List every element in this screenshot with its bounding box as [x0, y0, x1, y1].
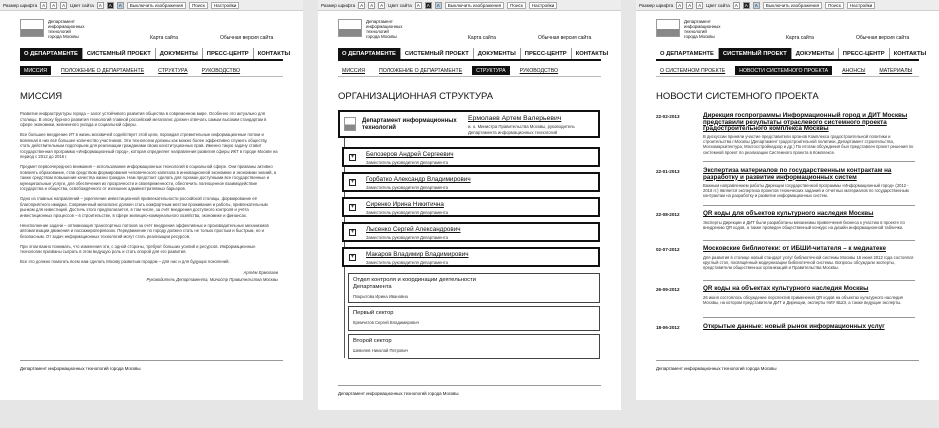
color-black[interactable]: A	[108, 2, 112, 8]
sub-leadership[interactable]: РУКОВОДСТВО	[519, 68, 559, 74]
nav-press-center[interactable]: ПРЕСС-ЦЕНТР	[839, 48, 890, 59]
nav-documents[interactable]: ДОКУМЕНТЫ	[474, 48, 521, 59]
search-button[interactable]: Поиск	[189, 2, 208, 9]
main-nav	[20, 48, 291, 61]
news-divider	[703, 280, 915, 281]
unit-name: Первый сектор	[353, 310, 394, 316]
unit-head: Покрытова Ирина Ивановна	[353, 294, 408, 299]
sub-regulation[interactable]: ПОЛОЖЕНИЕ О ДЕПАРТАМЕНТЕ	[379, 68, 463, 74]
deputy-box[interactable]	[342, 222, 600, 242]
dept-name	[366, 19, 426, 39]
news-divider	[703, 205, 915, 206]
font-size-small[interactable]: A	[678, 2, 682, 8]
search-button[interactable]: Поиск	[507, 2, 526, 9]
paragraph: Неисполнение задачи – оптимизация транспортных потоков за счёт внедрения эффективных и производительных механизмов автоматизации движения и пассажироперевозок. Передвижение по городу должно стать не только простым и быстрым, но и безопасным. От задач информационных технологий могут стать реализации ресурсов.	[20, 222, 269, 239]
footer: Департамент информационных технологий города Москвы	[656, 360, 919, 371]
unit-box	[348, 306, 600, 331]
deputy-post: Заместитель руководителя Департамента	[366, 185, 448, 190]
dept-line: города Москвы	[366, 34, 397, 39]
page-structure	[318, 0, 621, 410]
deputy-name[interactable]: Сиренко Ирина Никитична	[366, 201, 444, 208]
news-title[interactable]: Московские библиотеки: от ИБШИ-читателя – к медиатеке	[703, 245, 886, 252]
settings-button[interactable]: Настройки	[211, 2, 240, 9]
mission-text	[20, 111, 278, 283]
paragraph: Развитие инфраструктуры города – залог устойчивого развития общества в современном мире. Особенно это актуально для столицы. В эпоху бурного развития технологий главной российский мегаполис должен отвечать самым высоким стандартам в сфере экономики, жизненного уклада и социальной сферы.	[20, 111, 267, 127]
nav-about[interactable]: О ДЕПАРТАМЕНТЕ	[20, 48, 83, 59]
font-size-large[interactable]: A	[380, 2, 384, 8]
org-head-post-line: Департамента информационных технологий	[468, 129, 558, 135]
news-date: 22-01-2013	[656, 169, 680, 174]
color-white[interactable]: A	[98, 2, 102, 8]
sub-nav	[20, 66, 283, 77]
nav-contacts[interactable]: КОНТАКТЫ	[257, 51, 291, 57]
color-blue[interactable]: A	[436, 2, 440, 8]
font-size-small[interactable]: A	[360, 2, 364, 8]
font-size-small[interactable]: A	[42, 2, 46, 8]
unit-box	[348, 334, 600, 359]
deputy-post: Заместитель руководителя Департамента	[366, 235, 448, 240]
nav-contacts[interactable]: КОНТАКТЫ	[893, 51, 927, 57]
font-size-medium[interactable]: A	[52, 2, 56, 8]
dept-line: Департамент	[366, 19, 393, 24]
nav-press-center[interactable]: ПРЕСС-ЦЕНТР	[521, 48, 572, 59]
signature-role: Руководитель Департамента, Министр Правительства Москвы	[146, 277, 278, 282]
color-white[interactable]: A	[734, 2, 738, 8]
org-head-post	[468, 124, 575, 135]
deputy-name[interactable]: Белозеров Андрей Сергеевич	[366, 151, 454, 158]
unit-head: Кремчатов Сергей Владимирович	[353, 320, 419, 325]
main-nav	[338, 48, 609, 61]
page-news	[636, 0, 939, 400]
normal-version-link[interactable]: Обычная версия сайта	[220, 35, 274, 41]
logo-icon[interactable]	[20, 19, 44, 37]
unit-name: Отдел контроля и координации деятельности Департамента	[353, 277, 476, 290]
normal-version-link[interactable]: Обычная версия сайта	[538, 35, 592, 41]
paragraph: Все большее внедрение ИТ в жизнь москвичей содействует этой цели, порождая стремительные информационные потоки и вовлекая в них всё большее количество участников. Эти технологии должны как можно более эффективно служить обществу, стать действительным подспорьем для реализации гражданами своих конституционных прав. Именно такую задачу ставит государственная программа «Информационный город», которая определяет направления развития сферы ИКТ в городе Москве на период с 2012 до 2016 г.	[20, 132, 278, 159]
unit-name: Второй сектор	[353, 338, 392, 344]
page-title: НОВОСТИ СИСТЕМНОГО ПРОЕКТА	[656, 91, 819, 102]
font-size-large[interactable]: A	[62, 2, 66, 8]
page-title: ОРГАНИЗАЦИОННАЯ СТРУКТУРА	[338, 91, 494, 102]
normal-version-link[interactable]: Обычная версия сайта	[856, 35, 910, 41]
font-size-medium[interactable]: A	[688, 2, 692, 8]
news-text: Для развития в столице новый стандарт услуг библиотечной системы Москвы 16 июня 2012 года состоялся круглый стол, посвящённый модернизации библиотечной системы. Вопросы обсуждали эксперты, представители общественных организаций и Правительства Москвы.	[703, 255, 914, 271]
settings-button[interactable]: Настройки	[529, 2, 558, 9]
unit-box	[348, 273, 600, 303]
dept-line: информационных	[684, 24, 721, 29]
logo-icon[interactable]	[656, 19, 680, 37]
dept-line: города Москвы	[48, 34, 79, 39]
sub-mission[interactable]: МИССИЯ	[20, 66, 51, 75]
color-label: Цвет сайта	[706, 2, 730, 8]
images-off-button[interactable]: Выключить изображения	[763, 2, 822, 9]
images-off-button[interactable]: Выключить изображения	[127, 2, 186, 9]
unit-head: Шевелев Николай Петрович	[353, 348, 408, 353]
deputy-name[interactable]: Горбатко Александр Владимирович	[366, 176, 471, 183]
sub-structure[interactable]: СТРУКТУРА	[158, 68, 188, 74]
sub-mission[interactable]: МИССИЯ	[342, 68, 366, 74]
dept-emblem-icon	[344, 117, 356, 131]
news-text: Эксперты Дирекции и ДИТ были разработаны механизмы привлечения бизнеса к участию в проекте по внедрению QR кодов, а также проведен общественный конкурс на дизайн информационной таблички.	[703, 220, 905, 231]
color-blue[interactable]: A	[754, 2, 758, 8]
accessibility-bar	[636, 0, 939, 11]
sub-about-project[interactable]: О СИСТЕМНОМ ПРОЕКТЕ	[660, 68, 726, 74]
search-button[interactable]: Поиск	[825, 2, 844, 9]
sitemap-link[interactable]: Карта сайта	[468, 35, 496, 41]
sub-project-news[interactable]: НОВОСТИ СИСТЕМНОГО ПРОЕКТА	[735, 66, 832, 75]
font-size-large[interactable]: A	[698, 2, 702, 8]
expand-icon[interactable]: +	[350, 179, 355, 185]
sitemap-link[interactable]: Карта сайта	[150, 35, 178, 41]
sub-leadership[interactable]: РУКОВОДСТВО	[201, 68, 241, 74]
footer: Департамент информационных технологий города Москвы	[20, 360, 283, 371]
accessibility-bar	[318, 0, 621, 11]
news-title[interactable]: Дирекция госпрограммы Информационный город и ДИТ Москвы представили результаты отраслевого системного проекта градостроительного комплекса Москвы	[703, 112, 908, 133]
deputy-box[interactable]	[342, 147, 600, 167]
news-title[interactable]: Открытые данные: новый рынок информационных услуг	[703, 323, 885, 330]
sitemap-link[interactable]: Карта сайта	[786, 35, 814, 41]
color-white[interactable]: A	[416, 2, 420, 8]
dept-line: Департамент	[48, 19, 75, 24]
paragraph: При этом важно понимать, что изменения эти, с одной стороны, требуют больших усилий и ресурсов. Информационные технологии призваны сыграть в этом ведущую роль и стать опорой для его развития.	[20, 243, 256, 254]
sub-regulation[interactable]: ПОЛОЖЕНИЕ О ДЕПАРТАМЕНТЕ	[61, 68, 145, 74]
signature-name: Артём Ермолаев	[243, 269, 278, 275]
news-title[interactable]: Экспертиза материалов по государственным контрактам на разработку и развитие информационных систем	[703, 167, 892, 181]
color-label: Цвет сайта	[70, 2, 94, 8]
settings-button[interactable]: Настройки	[847, 2, 876, 9]
news-divider	[703, 317, 915, 318]
expand-icon[interactable]: +	[350, 229, 355, 235]
dept-line: технологий	[48, 29, 71, 34]
accessibility-bar	[0, 0, 303, 11]
sub-nav	[338, 66, 601, 77]
nav-about[interactable]: О ДЕПАРТАМЕНТЕ	[656, 48, 719, 59]
news-title[interactable]: QR коды на объектах культурного наследия Москвы	[703, 285, 869, 292]
nav-system-project[interactable]: СИСТЕМНЫЙ ПРОЕКТ	[401, 48, 474, 59]
nav-press-center[interactable]: ПРЕСС-ЦЕНТР	[203, 48, 254, 59]
images-off-button[interactable]: Выключить изображения	[445, 2, 504, 9]
news-text: В дискуссии приняли участие представители органов Комплекса градостроительной политики и строительства г.Москвы (Департамент градостроительной политики, Департамент строительства, Москомархитектура, Мосгосстройнадзор и др.) По итогам обсуждения был представлен проект решения по системной проект по реализации Системного проекта в Комплексе.	[703, 134, 914, 155]
news-date: 18-06-2012	[656, 325, 680, 330]
deputy-post: Заместитель руководителя Департамента	[366, 260, 448, 265]
expand-icon[interactable]: +	[350, 204, 355, 210]
dept-line: технологий	[366, 29, 389, 34]
org-head-post-line: и. о. Министра Правительства Москвы, руководитель	[468, 124, 575, 129]
font-size-label: Размер шрифта	[321, 2, 356, 8]
news-divider	[703, 240, 915, 241]
dept-line: информационных	[48, 24, 85, 29]
dept-line: информационных	[366, 24, 403, 29]
sub-materials[interactable]: МАТЕРИАЛЫ	[879, 68, 913, 74]
sub-nav	[656, 66, 919, 77]
nav-system-project[interactable]: СИСТЕМНЫЙ ПРОЕКТ	[719, 48, 792, 59]
expand-icon[interactable]: +	[350, 254, 355, 260]
dept-line: города Москвы	[684, 34, 715, 39]
deputy-post: Заместитель руководителя Департамента	[366, 210, 448, 215]
nav-contacts[interactable]: КОНТАКТЫ	[575, 51, 609, 57]
main-nav	[656, 48, 927, 61]
deputy-box[interactable]	[342, 197, 600, 217]
news-divider	[703, 161, 915, 162]
news-date: 22-02-2013	[656, 114, 680, 119]
deputy-post: Заместитель руководителя Департамента	[366, 160, 448, 165]
deputy-name[interactable]: Лысенко Сергей Александрович	[366, 226, 461, 233]
nav-about[interactable]: О ДЕПАРТАМЕНТЕ	[338, 48, 401, 59]
news-text: Важным направлением работы Дирекции государственной программы «Информационный город» (2012 - 2016 гг.) является экспертиза проектов технических заданий и отчетных материалов по государственным контрактам на разработку и развитие информационных систем.	[703, 183, 909, 199]
news-title[interactable]: QR коды для объектов культурного наследия Москвы	[703, 210, 874, 217]
font-size-label: Размер шрифта	[3, 2, 38, 8]
org-head-box	[338, 110, 600, 138]
paragraph: Одно из главных направлений – укрепление инвестиционной привлекательности российской столицы, формирование её благоприятного имиджа. Современный мегаполис должен стать комфортным местом проживания и работы, привлекательным рынком для инвестиций. Достичь этого предполагается, в том числе, за счёт внедрения доступного контроля и учёта инвестиционных процессов – в строительстве, в сфере жилищно-коммунального хозяйства, экономике и финансах.	[20, 196, 268, 218]
deputy-name[interactable]: Макаров Владимир Владимирович	[366, 251, 469, 258]
news-date: 22-08-2012	[656, 212, 680, 217]
color-blue[interactable]: A	[118, 2, 122, 8]
dept-line: Департамент	[684, 19, 711, 24]
news-date: 26-09-2012	[656, 287, 680, 292]
nav-documents[interactable]: ДОКУМЕНТЫ	[156, 48, 203, 59]
org-head-person[interactable]: Ермолаев Артем Валерьевич	[468, 115, 562, 122]
dept-line: технологий	[684, 29, 707, 34]
deputy-box[interactable]	[342, 172, 600, 192]
color-black[interactable]: A	[744, 2, 748, 8]
page-mission	[0, 0, 303, 400]
paragraph: Предмет первоочередного внимания – использование информационных технологий в социальной сфере. Они призваны активно повлиять образование, став средством формирования человеческого капитала в инновационной экономике и экономики знаний, а также средством повышения качества жизни граждан. Нам предстоит сделать для горожан доступными все государственные и муниципальные услуги, для обеспечения их прозрачности и своевременности, обеспечить полноценное взаимодействие государства и общества, освобождённого от излишних административных барьеров.	[20, 164, 277, 191]
page-title: МИССИЯ	[20, 91, 63, 102]
sub-announcements[interactable]: АНОНСЫ	[842, 68, 866, 74]
nav-documents[interactable]: ДОКУМЕНТЫ	[792, 48, 839, 59]
paragraph: Все это должно помогать всем нам сделать Москву развитым городом – для нас и для будущих поколений.	[20, 259, 230, 264]
expand-icon[interactable]: +	[350, 154, 355, 160]
nav-system-project[interactable]: СИСТЕМНЫЙ ПРОЕКТ	[83, 48, 156, 59]
sub-structure[interactable]: СТРУКТУРА	[472, 66, 509, 75]
org-dept-name: Департамент информационных технологий	[362, 118, 457, 131]
font-size-medium[interactable]: A	[370, 2, 374, 8]
deputy-box[interactable]	[342, 247, 600, 267]
news-date: 02-07-2012	[656, 247, 680, 252]
news-text: 26 июня состоялось обсуждение перспектив применения QR кодов на объектах культурного наследия Москвы, на котором представители ДИТ и Дирекции, эксперты НИУ ВШЭ, а также ведущие эксперты.	[703, 295, 903, 306]
font-size-label: Размер шрифта	[639, 2, 674, 8]
dept-name	[48, 19, 108, 39]
footer: Департамент информационных технологий города Москвы	[338, 385, 601, 396]
dept-name	[684, 19, 744, 39]
logo-icon[interactable]	[338, 19, 362, 37]
color-label: Цвет сайта	[388, 2, 412, 8]
color-black[interactable]: A	[426, 2, 430, 8]
